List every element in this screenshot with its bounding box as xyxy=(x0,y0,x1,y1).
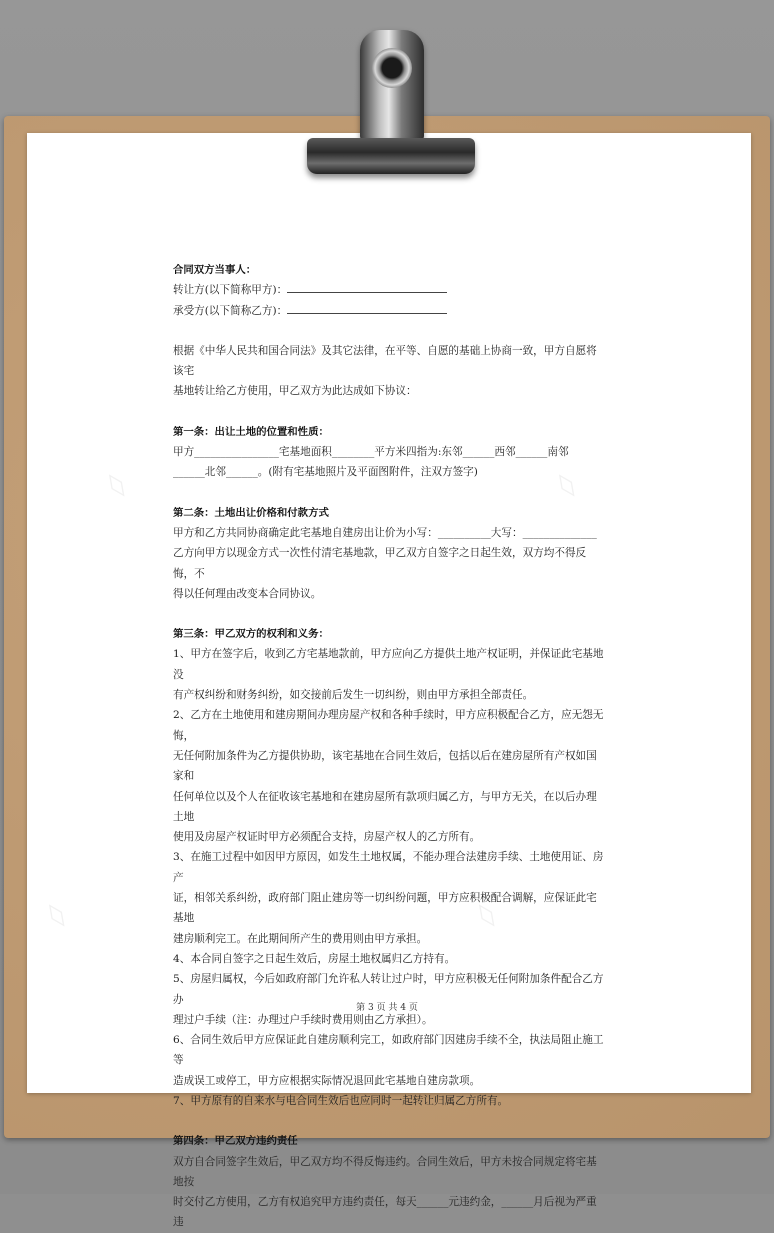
preamble-line: 根据《中华人民共和国合同法》及其它法律，在平等、自愿的基础上协商一致，甲方自愿将该宅 xyxy=(173,344,597,378)
article1-line: ______北邻______。(附有宅基地照片及平面图附件，注双方签字) xyxy=(173,466,478,479)
article3-line: 7、甲方原有的自来水与电合同生效后也应同时一起转让归属乙方所有。 xyxy=(173,1094,509,1107)
watermark: ◊ xyxy=(42,899,71,931)
transferee-blank xyxy=(287,301,447,314)
watermark: ◊ xyxy=(552,469,581,501)
article2-line: 得以任何理由改变本合同协议。 xyxy=(173,587,322,600)
transferee-line xyxy=(173,301,605,321)
article3-line: 6、合同生效后甲方应保证此自建房顺利完工，如政府部门因建房手续不全，执法局阻止施工等 xyxy=(173,1034,604,1067)
article3-line: 建房顺利完工。在此期间所产生的费用则由甲方承担。 xyxy=(173,932,428,945)
article3-line: 4、本合同自签字之日起生效后，房屋土地权属归乙方持有。 xyxy=(173,952,456,965)
article3-line: 理过户手续（注：办理过户手续时费用则由乙方承担）。 xyxy=(173,1013,433,1026)
article3-line: 1、甲方在签字后，收到乙方宅基地款前，甲方应向乙方提供土地产权证明，并保证此宅基地没 xyxy=(173,648,604,681)
parties-title: 合同双方当事人： xyxy=(173,264,257,276)
article2-title: 第二条：土地出让价格和付款方式 xyxy=(173,506,329,519)
article3-line: 使用及房屋产权证时甲方必须配合支持，房屋产权人的乙方所有。 xyxy=(173,831,481,844)
page-number: 第 3 页 共 4 页 xyxy=(356,1003,418,1013)
preamble-line: 基地转让给乙方使用，甲乙双方为此达成如下协议： xyxy=(173,385,417,398)
transferor-line xyxy=(173,280,605,300)
article3-line: 5、房屋归属权，今后如政府部门允许私人转让过户时，甲方应积极无任何附加条件配合乙方办 xyxy=(173,973,604,1006)
article3-line: 任何单位以及个人在征收该宅基地和在建房屋所有款项归属乙方，与甲方无关，在以后办理土地 xyxy=(173,790,597,823)
watermark: ◊ xyxy=(102,469,131,501)
article3-title: 第三条：甲乙双方的权利和义务： xyxy=(173,628,329,641)
article3-line: 有产权纠纷和财务纠纷，如交接前后发生一切纠纷，则由甲方承担全部责任。 xyxy=(173,689,534,702)
article2-line: 甲方和乙方共同协商确定此宅基地自建房出让价为小写：__________大写：______________ xyxy=(173,526,597,539)
article4-title: 第四条：甲乙双方违约责任 xyxy=(173,1135,298,1148)
transferor-blank xyxy=(287,280,447,293)
article3-line: 3、在施工过程中如因甲方原因，如发生土地权属，不能办理合法建房手续、土地使用证、房产 xyxy=(173,851,604,884)
article4-line: 时交付乙方使用，乙方有权追究甲方违约责任，每天______元违约金，______月后视为严重违 xyxy=(173,1196,597,1229)
article1-title: 第一条：出让土地的位置和性质： xyxy=(173,425,329,438)
watermark: ◊ xyxy=(472,899,501,931)
article3-line: 造成误工或停工，甲方应根据实际情况退回此宅基地自建房款项。 xyxy=(173,1074,481,1087)
transferor-label: 转让方(以下简称甲方)： xyxy=(173,284,288,297)
article1-line: 甲方________________宅基地面积________平方米四指为:东邻______西邻______南邻 xyxy=(173,446,569,459)
contract-text xyxy=(173,260,605,1233)
article4-line: 双方自合同签字生效后，甲乙双方均不得反悔违约。合同生效后，甲方未按合同规定将宅基地按 xyxy=(173,1155,597,1188)
article3-line: 2、乙方在土地使用和建房期间办理房屋产权和各种手续时，甲方应积极配合乙方，应无怨无悔， xyxy=(173,709,604,742)
binder-clip-ring xyxy=(372,48,412,88)
article3-line: 证，相邻关系纠纷，政府部门阻止建房等一切纠纷问题，甲方应积极配合调解，应保证此宅基地 xyxy=(173,892,597,925)
transferee-label: 承受方(以下简称乙方)： xyxy=(173,304,288,317)
article2-line: 乙方向甲方以现金方式一次性付清宅基地款，甲乙双方自签字之日起生效，双方均不得反悔，不 xyxy=(173,547,587,580)
binder-clip-base xyxy=(307,138,475,174)
article3-line: 无任何附加条件为乙方提供协助，该宅基地在合同生效后，包括以后在建房屋所有产权如国家和 xyxy=(173,749,597,783)
